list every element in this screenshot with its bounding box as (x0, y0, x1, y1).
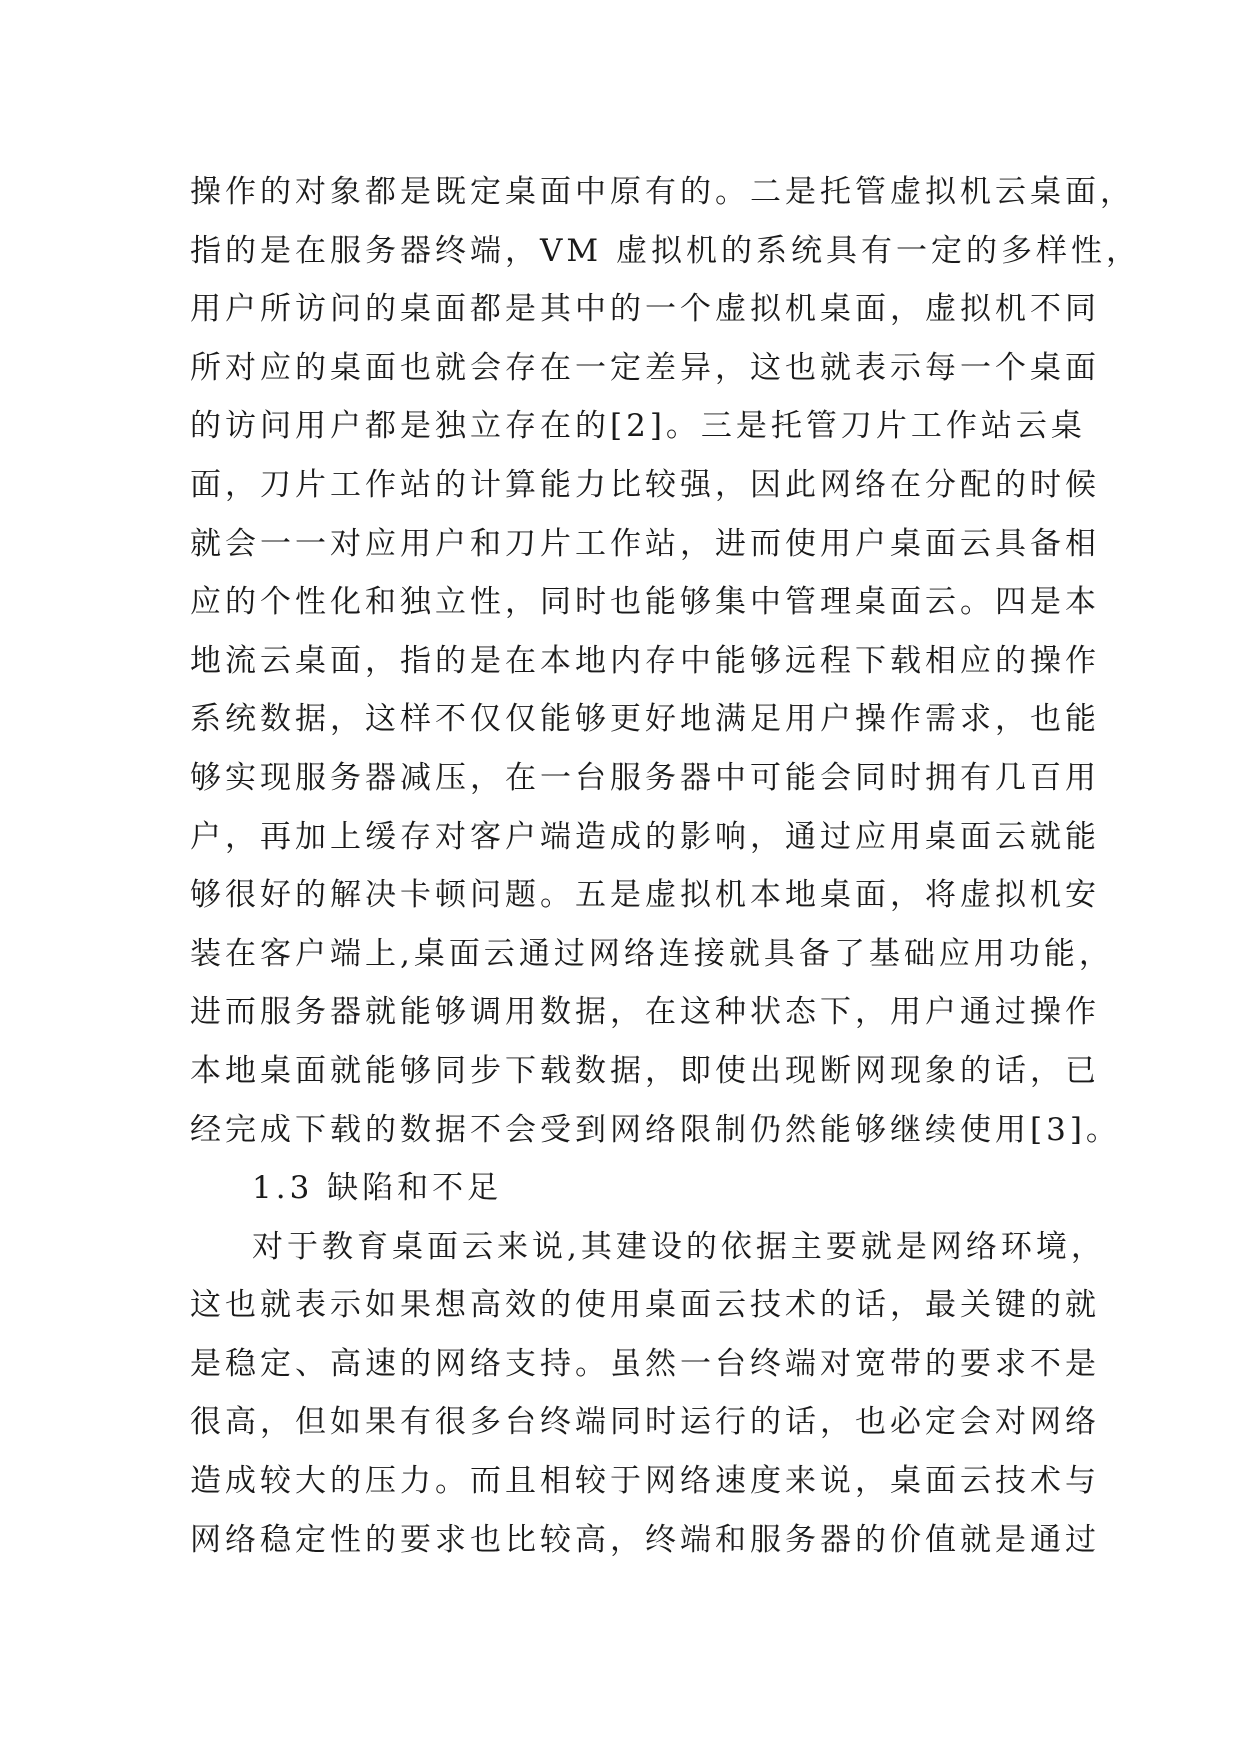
text-line: 是稳定、高速的网络支持。虽然一台终端对宽带的要求不是 (190, 1345, 1100, 1382)
text-line: 装在客户端上,桌面云通过网络连接就具备了基础应用功能， (190, 935, 1114, 972)
text-line: 用户所访问的桌面都是其中的一个虚拟机桌面，虚拟机不同 (190, 291, 1100, 328)
text-line: 经完成下载的数据不会受到网络限制仍然能够继续使用[3]。 (190, 1111, 1121, 1148)
text-line: 网络稳定性的要求也比较高，终端和服务器的价值就是通过 (190, 1521, 1100, 1558)
text-line: 造成较大的压力。而且相较于网络速度来说，桌面云技术与 (190, 1463, 1100, 1500)
text-line: 够很好的解决卡顿问题。五是虚拟机本地桌面，将虚拟机安 (190, 877, 1100, 914)
text-line: 户，再加上缓存对客户端造成的影响，通过应用桌面云就能 (190, 818, 1100, 855)
text-line: 对于教育桌面云来说,其建设的依据主要就是网络环境， (252, 1228, 1106, 1265)
text-line: 的访问用户都是独立存在的[2]。三是托管刀片工作站云桌 (190, 408, 1086, 445)
text-line: 应的个性化和独立性，同时也能够集中管理桌面云。四是本 (190, 584, 1100, 621)
text-line: 操作的对象都是既定桌面中原有的。二是托管虚拟机云桌面， (190, 174, 1135, 210)
text-line: 很高，但如果有很多台终端同时运行的话，也必定会对网络 (190, 1404, 1100, 1441)
text-line: 这也就表示如果想高效的使用桌面云技术的话，最关键的就 (190, 1287, 1100, 1324)
text-line: 本地桌面就能够同步下载数据，即使出现断网现象的话，已 (190, 1052, 1100, 1089)
text-line: 进而服务器就能够调用数据，在这种状态下，用户通过操作 (190, 994, 1100, 1031)
text-line: 就会一一对应用户和刀片工作站，进而使用户桌面云具备相 (190, 525, 1100, 562)
text-line: 所对应的桌面也就会存在一定差异，这也就表示每一个桌面 (190, 349, 1100, 386)
section-heading: 1.3 缺陷和不足 (252, 1170, 503, 1207)
text-line: 系统数据，这样不仅仅能够更好地满足用户操作需求，也能 (190, 701, 1100, 738)
text-line: 面，刀片工作站的计算能力比较强，因此网络在分配的时候 (190, 466, 1100, 503)
text-line: 地流云桌面，指的是在本地内存中能够远程下载相应的操作 (190, 642, 1100, 679)
body-text (190, 163, 1141, 1569)
text-line: 够实现服务器减压，在一台服务器中可能会同时拥有几百用 (190, 759, 1100, 796)
text-line: 指的是在服务器终端，VM 虚拟机的系统具有一定的多样性， (190, 232, 1141, 269)
